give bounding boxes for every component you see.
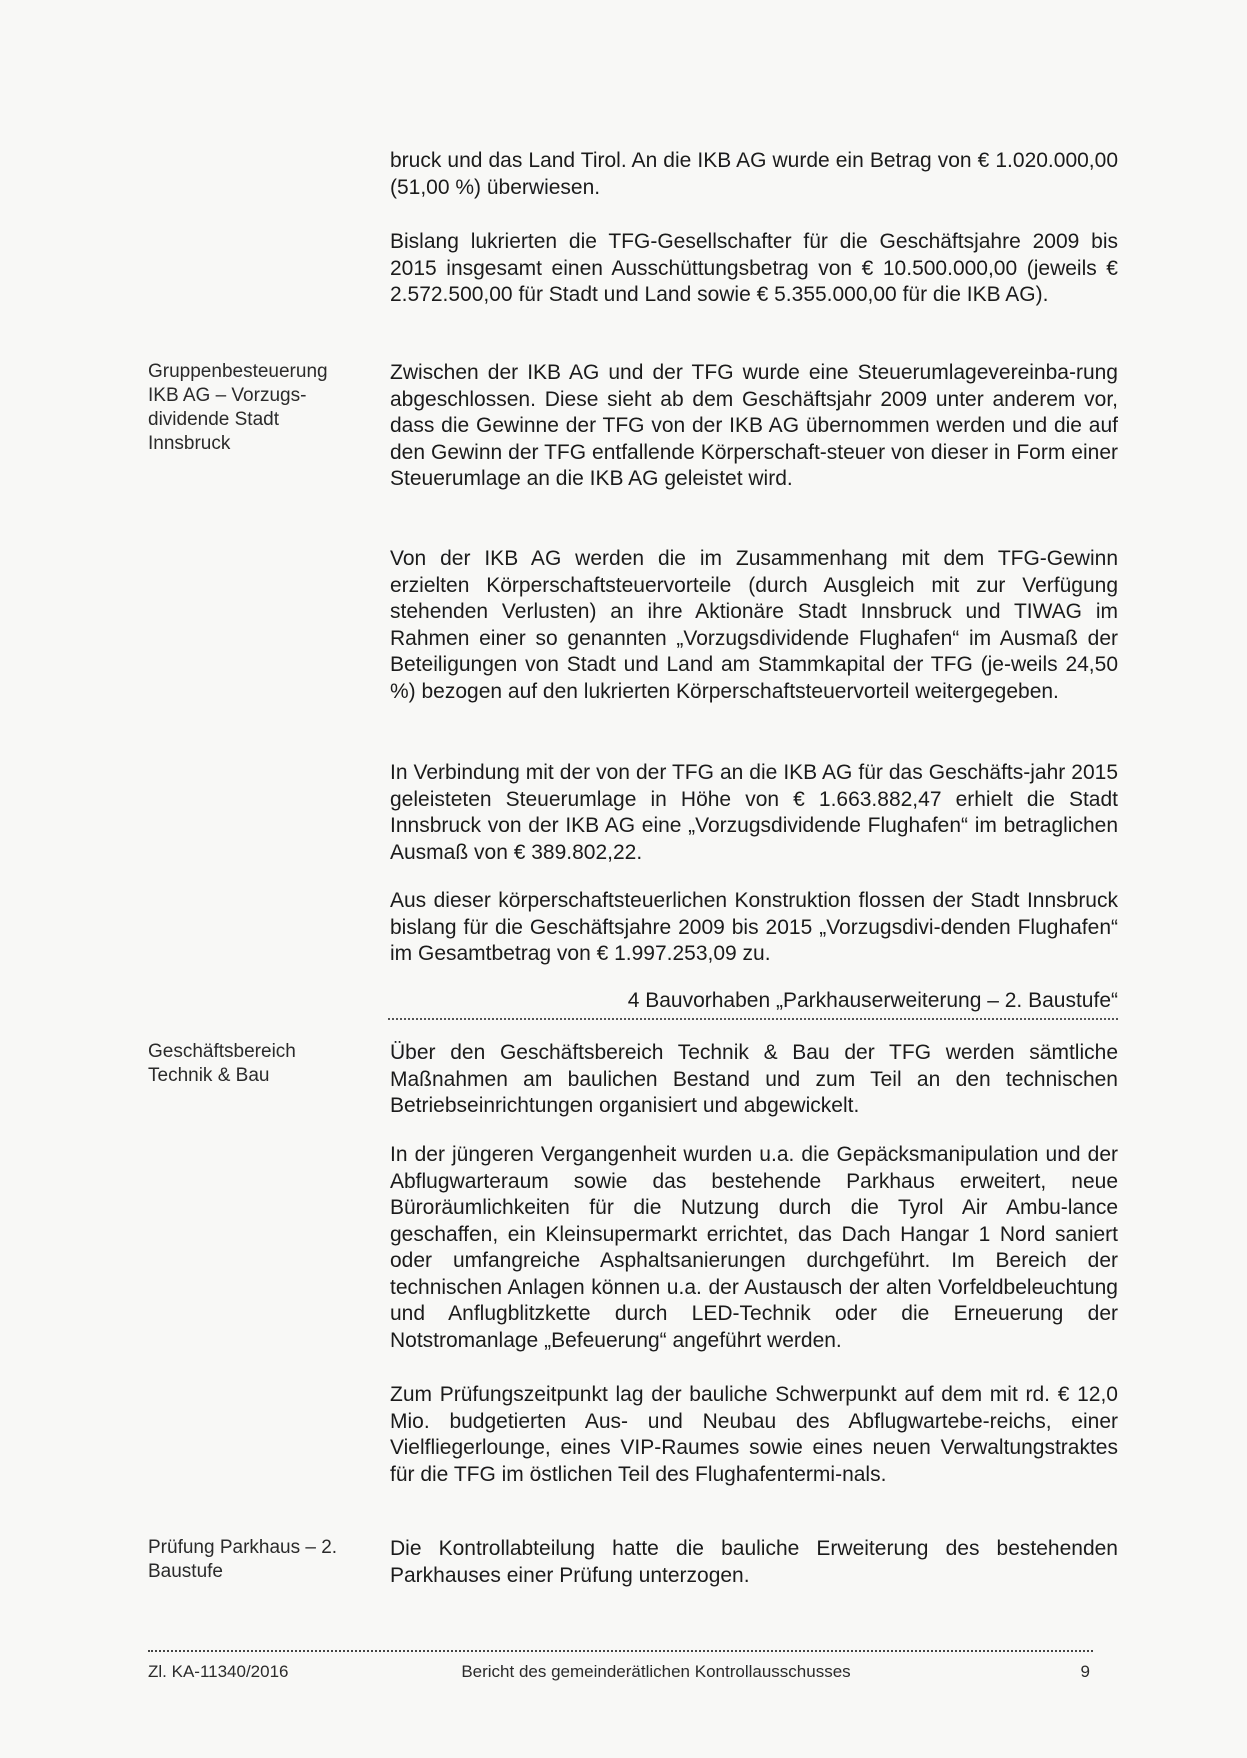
paragraph-kontrollabteilung: Die Kontrollabteilung hatte die bauliche Erweiterung des bestehenden Parkhauses einer Prüfung unterzogen.: [390, 1537, 1118, 1587]
paragraph-technik-bau: Über den Geschäftsbereich Technik & Bau der TFG werden sämtliche Maßnahmen am baulichen Bestand und zum Teil an den technischen Betriebseinrichtungen organisiert und abgewickelt.: [390, 1041, 1118, 1117]
paragraph-distribution-total: Bislang lukrierten die TFG-Gesellschafter für die Geschäftsjahre 2009 bis 2015 insgesamt einen Ausschüttungsbetrag von € 10.500.000,00 (jeweils € 2.572.500,00 für Stadt und Land sowie € 5.355.000,00 für die IKB AG).: [390, 230, 1118, 306]
margin-note-gruppenbesteuerung: Gruppenbesteuerung IKB AG – Vorzugs-dividende Stadt Innsbruck: [148, 361, 328, 454]
section-heading: 4 Bauvorhaben „Parkhauserweiterung – 2. Baustufe“: [388, 988, 1118, 1020]
paragraph-koerperschaftsteuervorteile: Von der IKB AG werden die im Zusammenhang mit dem TFG-Gewinn erzielten Körperschaftsteuervorteile (durch Ausgleich mit zur Verfügung stehenden Verlusten) an ihre Aktionäre Stadt Innsbruck und TIWAG im Rahmen einer so genannten „Vorzugsdividende Flughafen“ im Ausmaß der Beteiligungen von Stadt und Land am Stammkapital der TFG (je-weils 24,50 %) bezogen auf den lukrierten Körperschaftsteuervorteil weitergegeben.: [390, 547, 1118, 703]
page-number: 9: [1080, 1662, 1090, 1681]
paragraph-juengere-vergangenheit: In der jüngeren Vergangenheit wurden u.a. die Gepäcksmanipulation und der Abflugwarteraum sowie das bestehende Parkhaus erweitert, neue Büroräumlichkeiten für die Nutzung durch die Tyrol Air Ambu-lance geschaffen, ein Kleinsupermarkt errichtet, das Dach Hangar 1 Nord saniert oder umfangreiche Asphaltsanierungen durchgeführt. Im Bereich der technischen Anlagen können u.a. der Austausch der alten Vorfeldbeleuchtung und Anflugblitzkette durch LED-Technik oder die Erneuerung der Notstromanlage „Befeuerung“ angeführt werden.: [390, 1143, 1118, 1352]
footer-divider: [148, 1650, 1093, 1652]
footer-title: Bericht des gemeinderätlichen Kontrollausschusses: [461, 1662, 851, 1681]
paragraph-vorzugsdividende-2015: In Verbindung mit der von der TFG an die IKB AG für das Geschäfts-jahr 2015 geleisteten Steuerumlage in Höhe von € 1.663.882,47 erhielt die Stadt Innsbruck von der IKB AG eine „Vorzugsdividende Flughafen“ im betraglichen Ausmaß von € 389.802,22.: [390, 761, 1118, 864]
paragraph-payout-ikb: bruck und das Land Tirol. An die IKB AG wurde ein Betrag von € 1.020.000,00 (51,00 %) überwiesen.: [390, 149, 1118, 199]
paragraph-pruefungszeitpunkt: Zum Prüfungszeitpunkt lag der bauliche Schwerpunkt auf dem mit rd. € 12,0 Mio. budgetierten Aus- und Neubau des Abflugwartebe-reichs, einer Vielfliegerlounge, eines VIP-Raumes sowie eines neuen Verwaltungstraktes für die TFG im östlichen Teil des Flughafentermi-nals.: [390, 1383, 1118, 1486]
margin-note-geschaeftsbereich: Geschäftsbereich Technik & Bau: [148, 1041, 296, 1086]
paragraph-vorzugsdividende-total: Aus dieser körperschaftsteuerlichen Konstruktion flossen der Stadt Innsbruck bislang für die Geschäftsjahre 2009 bis 2015 „Vorzugsdivi-denden Flughafen“ im Gesamtbetrag von € 1.997.253,09 zu.: [390, 889, 1118, 965]
paragraph-steuerumlage: Zwischen der IKB AG und der TFG wurde eine Steuerumlagevereinba-rung abgeschlossen. Diese sieht ab dem Geschäftsjahr 2009 unter anderem vor, dass die Gewinne der TFG von der IKB AG übernommen werden und die auf den Gewinn der TFG entfallende Körperschaft-steuer von dieser in Form einer Steuerumlage an die IKB AG geleistet wird.: [390, 361, 1118, 490]
footer-reference: Zl. KA-11340/2016: [148, 1662, 289, 1681]
margin-note-pruefung: Prüfung Parkhaus – 2. Baustufe: [148, 1537, 338, 1582]
